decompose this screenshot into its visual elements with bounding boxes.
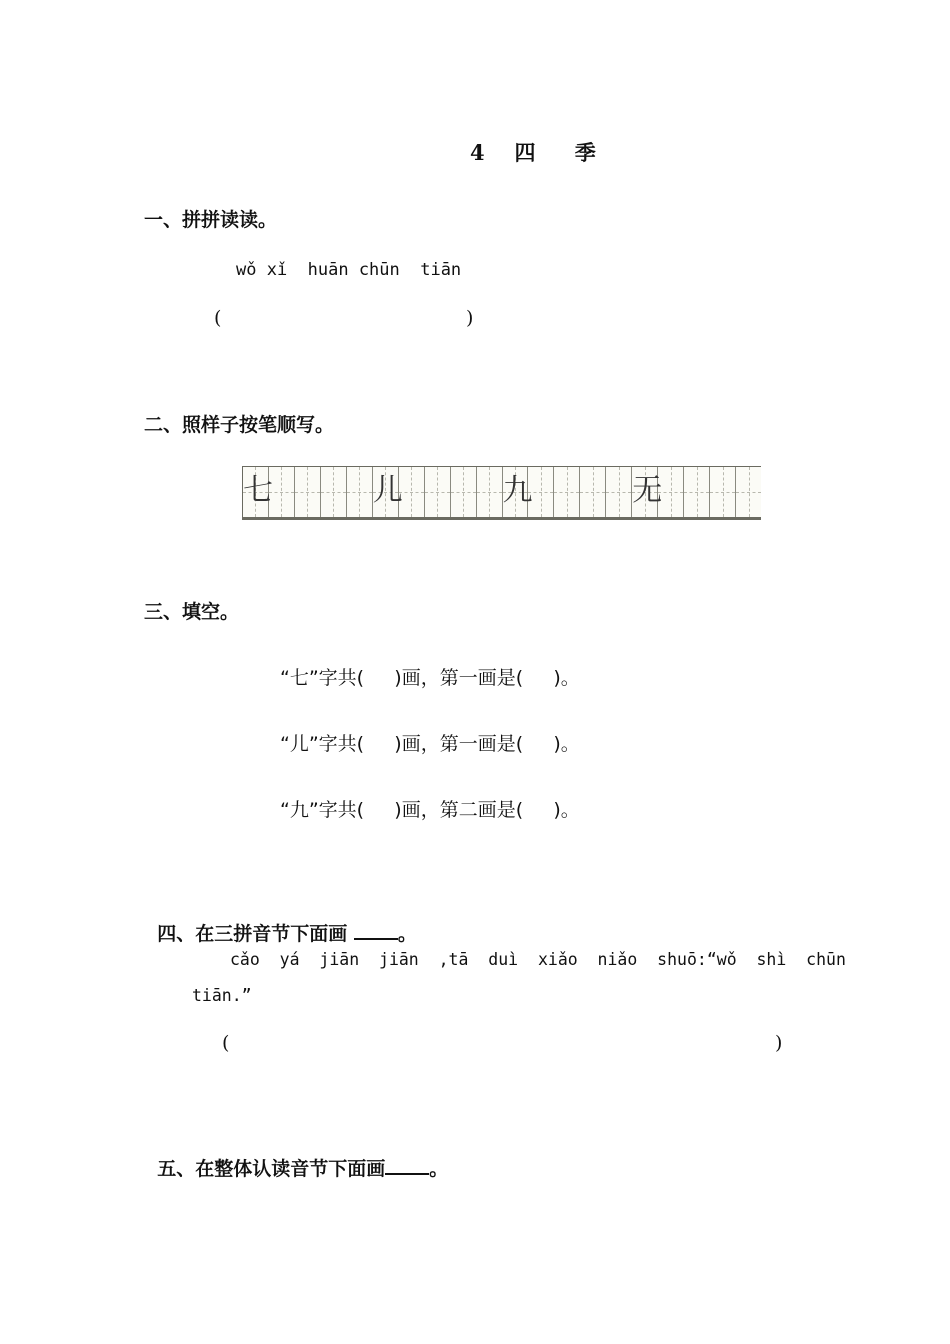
grid-cell[interactable] bbox=[528, 467, 554, 517]
section-4-pinyin-line-2: tiān.” bbox=[192, 986, 252, 1005]
grid-char: 无 bbox=[632, 473, 663, 508]
grid-cell[interactable] bbox=[425, 467, 451, 517]
section-4-pinyin-line-1: cǎo yá jiān jiān ,tā duì xiǎo niǎo shuō:“wǒ shì chūn bbox=[230, 950, 846, 969]
grid-cell[interactable] bbox=[477, 467, 503, 517]
grid-cell[interactable] bbox=[736, 467, 761, 517]
grid-char bbox=[710, 467, 735, 517]
grid-cell[interactable] bbox=[632, 467, 663, 517]
grid-cell[interactable] bbox=[269, 467, 295, 517]
grid-cell[interactable] bbox=[580, 467, 606, 517]
section-1-heading: 一、拼拼读读。 bbox=[144, 209, 278, 231]
section-2-heading: 二、照样子按笔顺写。 bbox=[144, 414, 335, 436]
section-4-heading bbox=[144, 897, 417, 946]
grid-char bbox=[736, 467, 761, 517]
grid-char bbox=[347, 467, 372, 517]
fill-blank-line-1: “七”字共( )画，第一画是( )。 bbox=[280, 667, 580, 689]
grid-cell[interactable] bbox=[243, 467, 273, 517]
grid-cell[interactable] bbox=[658, 467, 684, 517]
grid-char bbox=[321, 467, 346, 517]
grid-char bbox=[684, 467, 709, 517]
grid-char bbox=[425, 467, 450, 517]
grid-char: 九 bbox=[502, 473, 533, 508]
grid-char bbox=[451, 467, 476, 517]
section-3-heading: 三、填空。 bbox=[144, 601, 240, 623]
grid-char bbox=[606, 467, 631, 517]
grid-char bbox=[580, 467, 605, 517]
grid-char bbox=[554, 467, 579, 517]
grid-cell[interactable] bbox=[606, 467, 632, 517]
section-5-heading-end: 。 bbox=[429, 1158, 449, 1180]
grid-cell[interactable] bbox=[399, 467, 425, 517]
grid-cell[interactable] bbox=[684, 467, 710, 517]
grid-char bbox=[399, 467, 424, 517]
grid-char bbox=[269, 467, 294, 517]
grid-cell[interactable] bbox=[554, 467, 580, 517]
fill-blank-line-2: “儿”字共( )画，第一画是( )。 bbox=[280, 733, 580, 755]
grid-cell[interactable] bbox=[295, 467, 321, 517]
section-4-heading-text: 四、在三拼音节下面画 bbox=[157, 923, 348, 945]
underline-sample bbox=[385, 1159, 429, 1175]
section-5-heading bbox=[144, 1132, 448, 1181]
section-1-paren-open: ( bbox=[214, 307, 222, 329]
section-4-paren-close: ) bbox=[775, 1032, 783, 1054]
grid-char bbox=[295, 467, 320, 517]
writing-grid bbox=[242, 466, 761, 520]
grid-char bbox=[528, 467, 553, 517]
section-4-heading-end: 。 bbox=[397, 923, 417, 945]
grid-char: 七 bbox=[243, 473, 273, 508]
grid-char bbox=[477, 467, 502, 517]
grid-cell[interactable] bbox=[502, 467, 533, 517]
section-1-paren-close: ) bbox=[466, 307, 474, 329]
grid-cell[interactable] bbox=[451, 467, 477, 517]
grid-cell[interactable] bbox=[710, 467, 736, 517]
section-4-paren-open: ( bbox=[222, 1032, 230, 1054]
section-1-pinyin: wǒ xǐ huān chūn tiān bbox=[236, 260, 462, 280]
grid-cell[interactable] bbox=[372, 467, 403, 517]
grid-cell[interactable] bbox=[347, 467, 373, 517]
underline-sample bbox=[354, 924, 398, 940]
page-title: 4 四 季 bbox=[470, 140, 598, 165]
fill-blank-line-3: “九”字共( )画，第二画是( )。 bbox=[280, 799, 580, 821]
grid-char bbox=[658, 467, 683, 517]
grid-cell[interactable] bbox=[321, 467, 347, 517]
section-5-heading-text: 五、在整体认读音节下面画 bbox=[157, 1158, 386, 1180]
grid-char: 儿 bbox=[372, 473, 403, 508]
